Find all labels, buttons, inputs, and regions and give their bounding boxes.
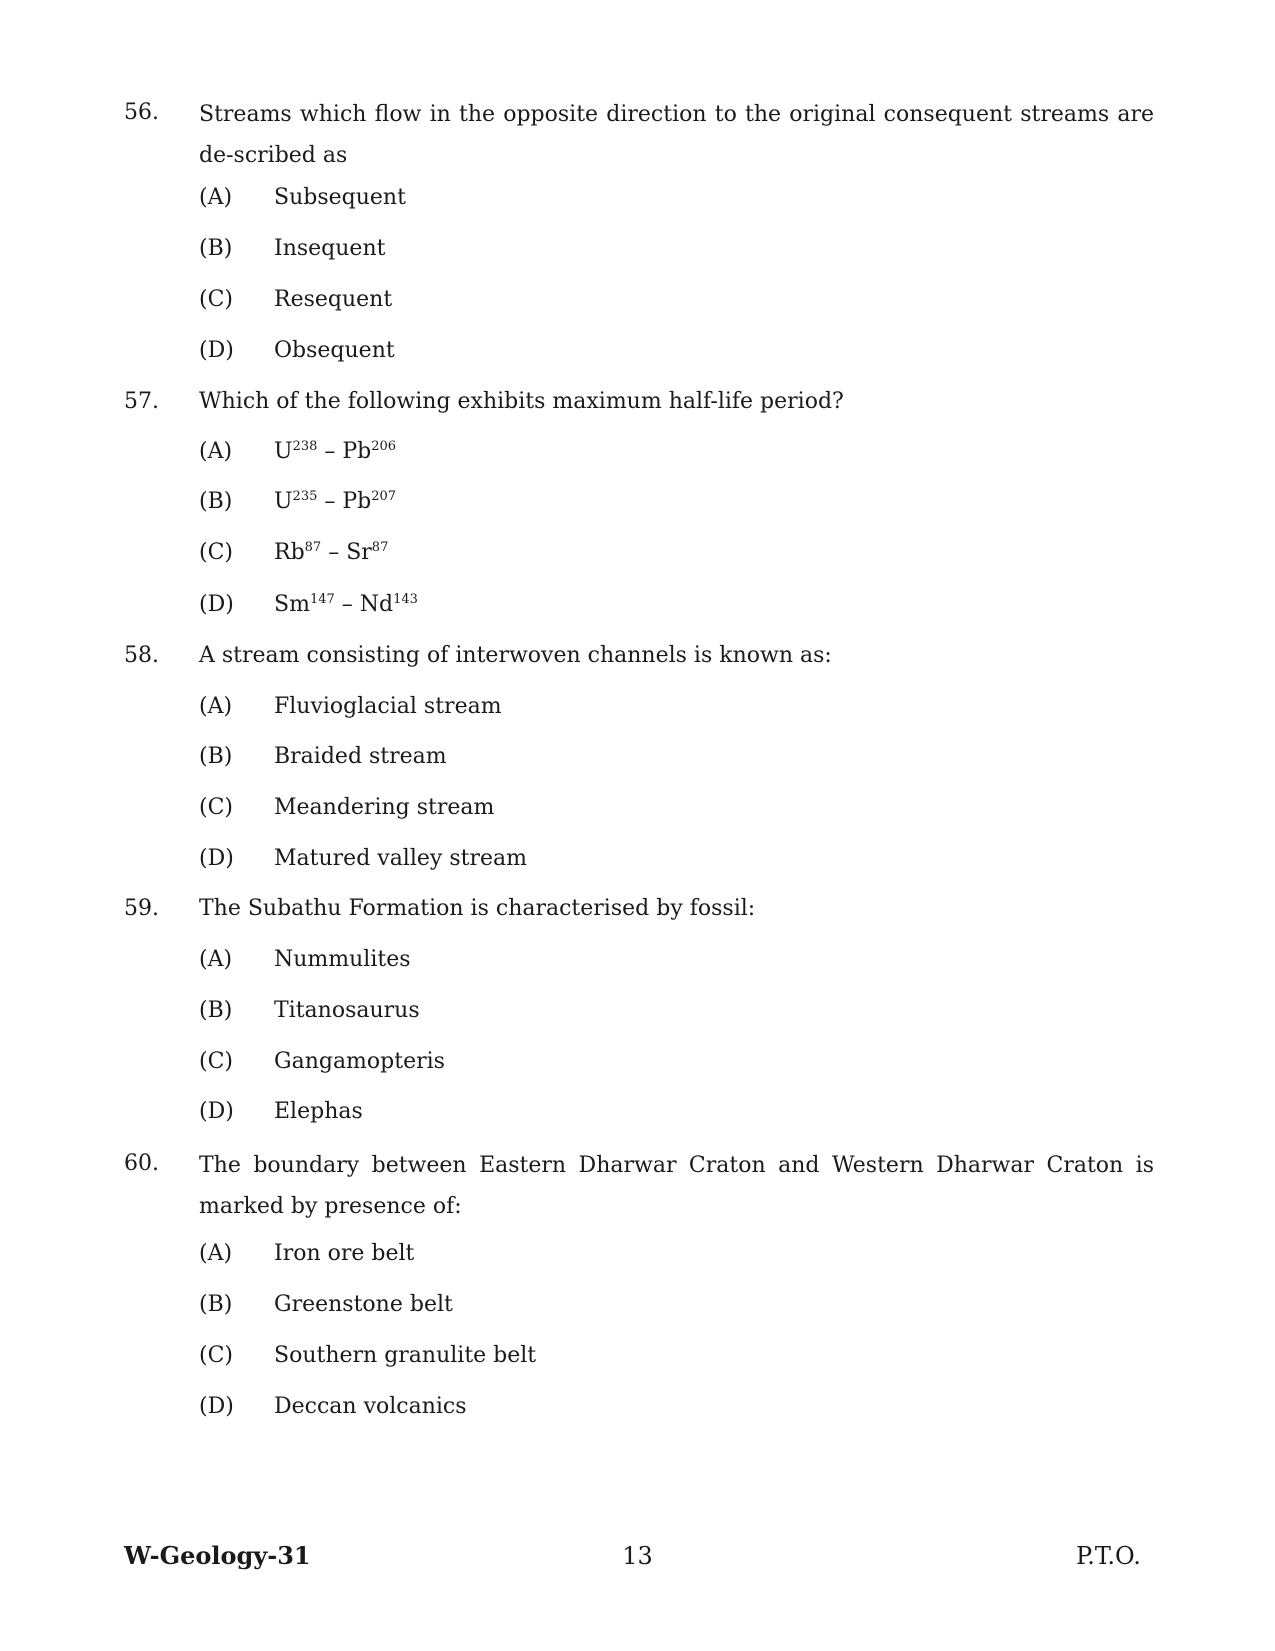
question-number: 58. bbox=[124, 643, 159, 668]
question-text: The Subathu Formation is characterised by fossil: bbox=[199, 896, 756, 921]
option-text: Southern granulite belt bbox=[274, 1343, 537, 1368]
parent-mass-number: 87 bbox=[304, 540, 322, 555]
question-number: 57. bbox=[124, 389, 159, 414]
daughter-isotope-symbol: Pb bbox=[342, 439, 372, 464]
option-text: Matured valley stream bbox=[274, 846, 527, 871]
parent-isotope-symbol: Rb bbox=[274, 540, 305, 565]
option-label: (D) bbox=[199, 592, 234, 617]
parent-mass-number: 147 bbox=[309, 592, 335, 607]
option-label: (D) bbox=[199, 1394, 234, 1419]
question-text: The boundary between Eastern Dharwar Craton and Western Dharwar Craton is marked by presence of: bbox=[199, 1153, 1154, 1219]
pair-separator: – bbox=[317, 489, 343, 514]
option-text: Fluvioglacial stream bbox=[274, 694, 502, 719]
option-text: Subsequent bbox=[274, 185, 406, 210]
option-text: Deccan volcanics bbox=[274, 1394, 467, 1419]
daughter-mass-number: 143 bbox=[393, 592, 418, 607]
paper-code: W-Geology-31 bbox=[124, 1541, 311, 1570]
option-text: Nummulites bbox=[274, 947, 411, 972]
option-label: (B) bbox=[199, 744, 233, 769]
option-text: Obsequent bbox=[274, 338, 395, 363]
daughter-isotope-symbol: Sr bbox=[346, 540, 372, 565]
parent-mass-number: 238 bbox=[292, 439, 318, 454]
daughter-isotope-symbol: Pb bbox=[342, 489, 372, 514]
parent-mass-number: 235 bbox=[292, 489, 318, 504]
option-text: Titanosaurus bbox=[274, 998, 420, 1023]
isotope-pair bbox=[274, 437, 396, 467]
please-turn-over: P.T.O. bbox=[1076, 1542, 1141, 1570]
option-label: (A) bbox=[199, 185, 233, 210]
isotope-pair bbox=[274, 590, 418, 620]
option-label: (A) bbox=[199, 439, 233, 464]
question-text: Streams which flow in the opposite direction to the original consequent streams are de-scribed as bbox=[199, 102, 1154, 168]
question-number: 60. bbox=[124, 1151, 159, 1176]
isotope-pair bbox=[274, 487, 396, 517]
option-label: (C) bbox=[199, 287, 233, 312]
parent-isotope-symbol: U bbox=[274, 489, 293, 514]
daughter-mass-number: 87 bbox=[371, 540, 389, 555]
question-number: 56. bbox=[124, 100, 159, 125]
pair-separator: – bbox=[317, 439, 343, 464]
option-text: Gangamopteris bbox=[274, 1049, 445, 1074]
question-number: 59. bbox=[124, 896, 159, 921]
option-text: Meandering stream bbox=[274, 795, 495, 820]
question-text: Which of the following exhibits maximum half-life period? bbox=[199, 389, 844, 414]
option-text: Resequent bbox=[274, 287, 393, 312]
isotope-pair bbox=[274, 538, 388, 568]
option-label: (B) bbox=[199, 489, 233, 514]
option-label: (D) bbox=[199, 1099, 234, 1124]
option-label: (A) bbox=[199, 694, 233, 719]
option-label: (D) bbox=[199, 338, 234, 363]
option-label: (A) bbox=[199, 1241, 233, 1266]
daughter-isotope-symbol: Nd bbox=[359, 592, 394, 617]
page-number: 13 bbox=[622, 1542, 653, 1570]
option-label: (D) bbox=[199, 846, 234, 871]
question-text: A stream consisting of interwoven channels is known as: bbox=[199, 643, 832, 668]
option-label: (C) bbox=[199, 540, 233, 565]
option-text: Braided stream bbox=[274, 744, 447, 769]
option-label: (B) bbox=[199, 1292, 233, 1317]
option-text: Greenstone belt bbox=[274, 1292, 453, 1317]
parent-isotope-symbol: Sm bbox=[274, 592, 310, 617]
pair-separator: – bbox=[321, 540, 347, 565]
option-label: (A) bbox=[199, 947, 233, 972]
parent-isotope-symbol: U bbox=[274, 439, 293, 464]
pair-separator: – bbox=[334, 592, 360, 617]
option-label: (B) bbox=[199, 236, 233, 261]
daughter-mass-number: 207 bbox=[371, 489, 397, 504]
option-label: (C) bbox=[199, 1343, 233, 1368]
option-label: (C) bbox=[199, 795, 233, 820]
option-label: (B) bbox=[199, 998, 233, 1023]
option-label: (C) bbox=[199, 1049, 233, 1074]
daughter-mass-number: 206 bbox=[371, 439, 397, 454]
option-text: Iron ore belt bbox=[274, 1241, 415, 1266]
option-text: Insequent bbox=[274, 236, 386, 261]
option-text: Elephas bbox=[274, 1099, 363, 1124]
